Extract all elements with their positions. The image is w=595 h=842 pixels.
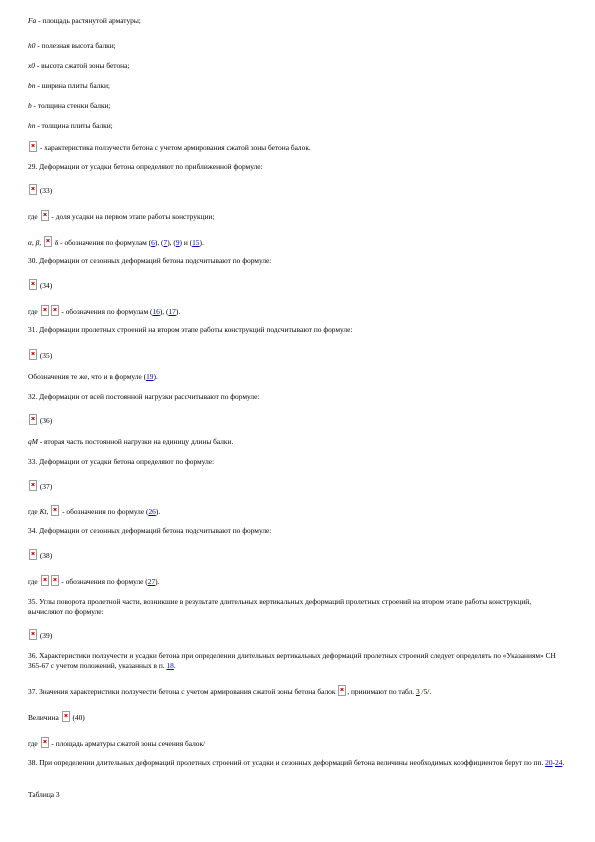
definition-h0: h0 - полезная высота балки; [28, 41, 116, 50]
broken-image-icon [29, 480, 37, 491]
paragraph-35: 35. Углы поворота пролетной части, возникшие в результате длительных вертикальных деформаций пролетных строений на втором этапе работы конструкций, вычисляют по формуле: [28, 597, 532, 616]
link-clause-20[interactable]: 20 [545, 758, 553, 767]
formula-35: (35) [28, 349, 565, 361]
paragraph-34: 34. Деформации от сезонных деформаций бетона подсчитывают по формуле: [28, 526, 272, 535]
definition-creep-characteristic: - характеристика ползучести бетона с учетом армирования сжатой зоны бетона балок. [28, 141, 565, 153]
broken-image-icon [29, 279, 37, 290]
paragraph-31: 31. Деформации пролетных строений на втором этапе работы конструкций подсчитывают по формуле: [28, 325, 353, 334]
table-3-caption: Таблица 3 [28, 790, 60, 799]
paragraph-36: 36. Характеристики ползучести и усадки бетона при определении длительных вертикальных деформаций пролетных строений следует определять по «Указаниям» СН 365-67 с учетом положений, указанных в п. 18. [28, 651, 556, 670]
definition-fa: Fa - площадь растянутой арматуры; [28, 16, 141, 25]
broken-image-icon [29, 349, 37, 360]
broken-image-icon [44, 236, 52, 247]
paragraph-37: 37. Значения характеристики ползучести бетона с учетом армирования сжатой зоны бетона балок , принимают по табл. 3 /5/. [28, 687, 432, 696]
paragraph-32: 32. Деформации от всей постоянной нагрузки рассчитывают по формуле: [28, 392, 260, 401]
paragraph-30: 30. Деформации от сезонных деформаций бетона подсчитывают по формуле: [28, 256, 272, 265]
definition-compressed-reinforcement: где - площадь арматуры сжатой зоны сечения балок/ [28, 739, 206, 748]
formula-34: (34) [28, 279, 565, 291]
definition-shrinkage-share: где - доля усадки на первом этапе работы конструкции; [28, 212, 215, 221]
broken-image-icon [62, 711, 70, 722]
broken-image-icon [29, 414, 37, 425]
link-clause-18[interactable]: 18 [166, 661, 174, 670]
link-formula-17[interactable]: 17 [168, 307, 176, 316]
link-clause-24[interactable]: 24 [555, 758, 563, 767]
paragraph-33: 33. Деформации от усадки бетона определяют по формуле: [28, 457, 215, 466]
link-formula-6[interactable]: 6 [151, 238, 155, 247]
link-table-3[interactable]: 3 [415, 687, 420, 696]
broken-image-icon [41, 305, 49, 316]
broken-image-icon [51, 575, 59, 586]
formula-39: (39) [28, 629, 565, 641]
link-formula-7[interactable]: 7 [163, 238, 168, 247]
broken-image-icon [29, 549, 37, 560]
formula-36: (36) [28, 414, 565, 426]
formula-37: (37) [28, 480, 565, 492]
definition-formula-38: где - обозначения по формуле (27). [28, 577, 160, 586]
link-formula-15[interactable]: 15 [192, 238, 200, 247]
formula-38: (38) [28, 549, 565, 561]
link-formula-26[interactable]: 26 [148, 507, 156, 516]
broken-image-icon [41, 210, 49, 221]
broken-image-icon [51, 505, 59, 516]
broken-image-icon [29, 184, 37, 195]
paragraph-29: 29. Деформации от усадки бетона определяют по приближенной формуле: [28, 162, 263, 171]
broken-image-icon [41, 575, 49, 586]
formula-33: (33) [28, 184, 565, 196]
link-formula-19[interactable]: 19 [146, 372, 154, 381]
definition-formula-34: где - обозначения по формулам (16), (17). [28, 307, 181, 316]
link-formula-16[interactable]: 16 [152, 307, 160, 316]
broken-image-icon [41, 737, 49, 748]
broken-image-icon [29, 629, 37, 640]
definition-hn: hn - толщина плиты балки; [28, 121, 113, 130]
definition-qm: qM - вторая часть постоянной нагрузки на единицу длины балки. [28, 437, 234, 446]
notation-same-as-19: Обозначения те же, что и в формуле (19). [28, 372, 158, 381]
paragraph-38: 38. При определении длительных деформаций пролетных строений от усадки и сезонных деформаций бетона величины необходимых коэффициентов берут по пп. 20-24. [28, 758, 565, 767]
definition-b: b - толщина стенки балки; [28, 101, 111, 110]
definition-x0: x0 - высота сжатой зоны бетона; [28, 61, 130, 70]
definition-alpha-beta-delta: α, β, δ - обозначения по формулам (6), (7), (9) и (15). [28, 238, 204, 247]
link-formula-9[interactable]: 9 [175, 238, 180, 247]
definition-bn: bn - ширина плиты балки; [28, 81, 110, 90]
definition-formula-37: где Kt, - обозначения по формуле (26). [28, 507, 161, 516]
broken-image-icon [338, 685, 346, 696]
formula-40: Величина (40) [28, 713, 85, 722]
broken-image-icon [29, 141, 37, 152]
link-formula-27[interactable]: 27 [147, 577, 156, 586]
broken-image-icon [51, 305, 59, 316]
